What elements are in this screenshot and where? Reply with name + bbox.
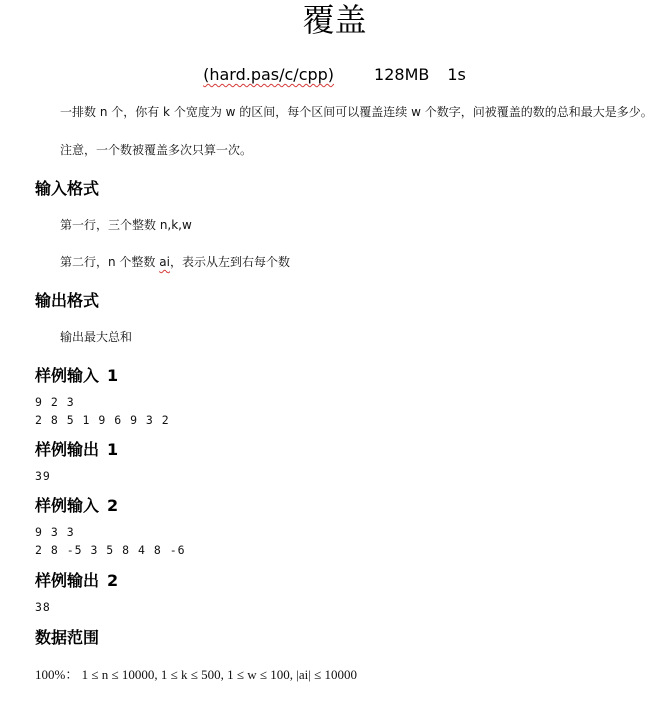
sample-output-2-line-1: 38 <box>35 600 51 614</box>
sample-output-1-heading: 样例输出 1 <box>35 440 119 459</box>
variable-ai: ai <box>159 255 170 269</box>
meta-files: (hard.pas/c/cpp) <box>203 65 335 84</box>
meta-memory: 128MB <box>374 65 430 84</box>
sample-input-1-heading: 样例输入 1 <box>35 366 119 385</box>
meta-time: 1s <box>447 65 466 84</box>
problem-meta <box>0 64 669 86</box>
sample-output-2-heading: 样例输出 2 <box>35 571 119 590</box>
input-format-line-2: 第二行，n 个整数 ai，表示从左到右每个数 <box>60 255 290 269</box>
sample-input-2-line-1: 9 3 3 <box>35 525 75 539</box>
data-range-text: 100%： 1 ≤ n ≤ 10000, 1 ≤ k ≤ 500, 1 ≤ w ≤ 100, |ai| ≤ 10000 <box>35 667 357 682</box>
sample-input-2-line-2: 2 8 -5 3 5 8 4 8 -6 <box>35 543 186 557</box>
page-title: 覆盖 <box>302 1 367 39</box>
input-format-heading: 输入格式 <box>35 179 100 198</box>
sample-input-2-heading: 样例输入 2 <box>35 496 119 515</box>
output-format-heading: 输出格式 <box>35 291 100 310</box>
description-line-1: 一排数 n 个，你有 k 个宽度为 w 的区间，每个区间可以覆盖连续 w 个数字，问被覆盖的数的总和最大是多少。 <box>60 105 653 119</box>
sample-input-1-line-2: 2 8 5 1 9 6 9 3 2 <box>35 413 170 427</box>
sample-input-1-line-1: 9 2 3 <box>35 395 75 409</box>
output-format-line-1: 输出最大总和 <box>60 330 133 344</box>
input-format-line-1: 第一行，三个整数 n,k,w <box>60 218 192 232</box>
description-line-2: 注意，一个数被覆盖多次只算一次。 <box>60 143 253 157</box>
data-range-heading: 数据范围 <box>35 628 100 647</box>
sample-output-1-line-1: 39 <box>35 469 51 483</box>
